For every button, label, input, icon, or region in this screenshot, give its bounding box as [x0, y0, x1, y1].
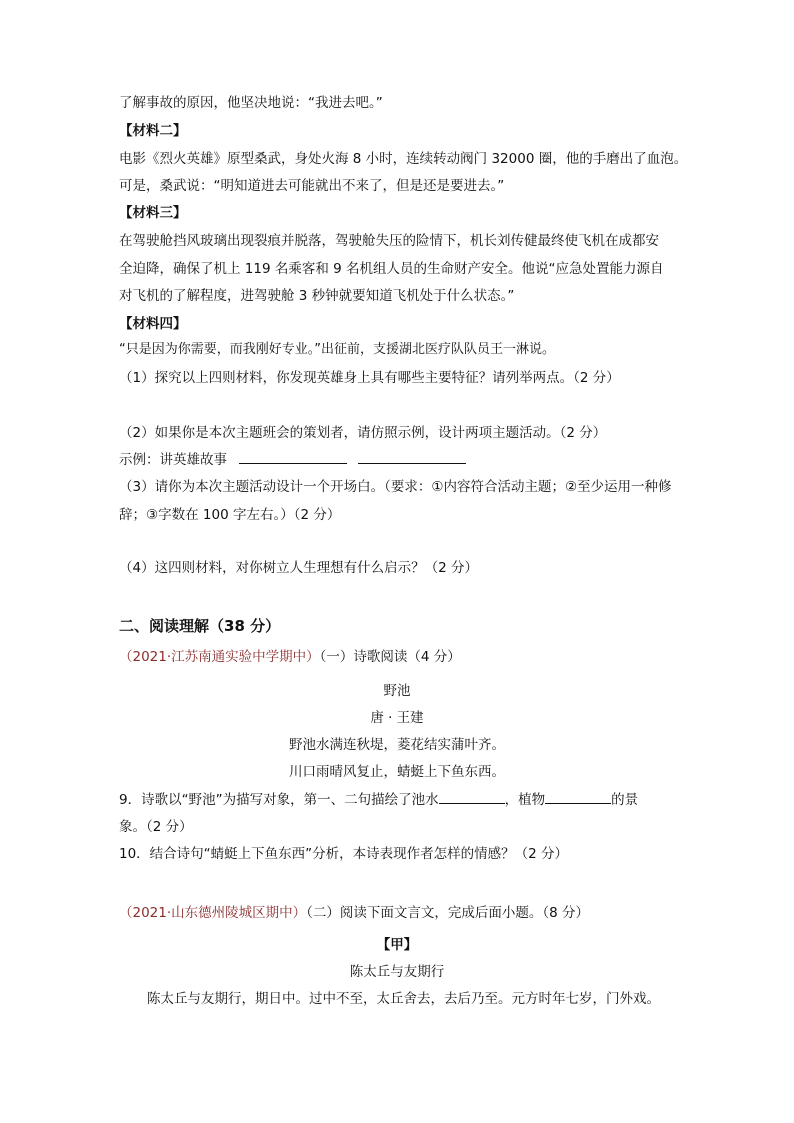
source-line — [119, 903, 589, 923]
text-line: 了解事故的原因，他坚决地说：“我进去吧。” — [119, 95, 383, 111]
text-line: 象。（2 分） — [119, 819, 193, 835]
material-four-heading: 【材料四】 — [119, 316, 187, 332]
source-tag: （2021·江苏南通实验中学期中） — [119, 649, 320, 665]
question-2: （2）如果你是本次主题班会的策划者，请仿照示例，设计两项主题活动。（2 分） — [119, 425, 607, 441]
passage-text: 陈太丘与友期行，期日中。过中不至，太丘舍去，去后乃至。元方时年七岁，门外戏。 — [147, 991, 660, 1007]
section-heading: 二、阅读理解（38 分） — [119, 617, 281, 635]
source-rest: （二）阅读下面文言文，完成后面小题。（8 分） — [306, 905, 590, 921]
example-label: 示例：讲英雄故事 — [119, 452, 227, 468]
material-two-heading: 【材料二】 — [119, 123, 187, 139]
text-line: 可是，桑武说：“明知道进去可能就出不来了，但是还是要进去。” — [119, 178, 505, 194]
question-9-text: ，植物 — [504, 792, 546, 808]
poem-line: 野池水满连秋堤，菱花结实蒲叶齐。 — [289, 737, 505, 753]
question-10: 10．结合诗句“蜻蜓上下鱼东西”分析，本诗表现作者怎样的情感？（2 分） — [119, 846, 569, 862]
question-9-text: 9．诗歌以“野池”为描写对象，第一、二句描绘了池水 — [119, 792, 439, 808]
text-line: 对飞机的了解程度，进驾驶舱 3 秒钟就要知道飞机处于什么状态。” — [119, 288, 515, 304]
question-2-example-line — [119, 450, 466, 470]
text-line: 在驾驶舱挡风玻璃出现裂痕并脱落，驾驶舱失压的险情下，机长刘传健最终使飞机在成都安 — [119, 233, 659, 249]
text-line: 辞；③字数在 100 字左右。）（2 分） — [119, 507, 341, 523]
poem-title: 野池 — [383, 683, 411, 699]
text-line: 全迫降，确保了机上 119 名乘客和 9 名机组人员的生命财产安全。他说“应急处置能力源自 — [119, 261, 664, 277]
text-line: 电影《烈火英雄》原型桑武，身处火海 8 小时，连续转动阀门 32000 圈，他的手磨出了血泡。 — [119, 151, 688, 167]
passage-title: 陈太丘与友期行 — [349, 964, 445, 980]
answer-blank[interactable] — [239, 450, 347, 464]
source-rest: （一）诗歌阅读（4 分） — [319, 649, 461, 665]
answer-blank[interactable] — [358, 450, 466, 464]
poem-line: 川口雨晴风复止，蜻蜓上下鱼东西。 — [289, 764, 505, 780]
question-1: （1）探究以上四则材料，你发现英雄身上具有哪些主要特征？请列举两点。（2 分） — [119, 370, 620, 386]
question-9-text: 的景 — [611, 792, 639, 808]
question-3: （3）请你为本次主题活动设计一个开场白。（要求：①内容符合活动主题；②至少运用一种修 — [119, 479, 672, 495]
question-9 — [119, 790, 638, 810]
question-4: （4）这四则材料，对你树立人生理想有什么启示？（2 分） — [119, 560, 478, 576]
source-line — [119, 647, 461, 667]
answer-blank[interactable] — [545, 790, 611, 804]
text-line: “只是因为你需要，而我刚好专业。”出征前，支援湖北医疗队队员王一淋说。 — [119, 342, 555, 357]
answer-blank[interactable] — [439, 790, 505, 804]
source-tag: （2021·山东德州陵城区期中） — [119, 905, 307, 921]
poem-author: 唐 · 王建 — [370, 710, 424, 726]
material-three-heading: 【材料三】 — [119, 205, 187, 221]
passage-label: 【甲】 — [376, 937, 418, 953]
